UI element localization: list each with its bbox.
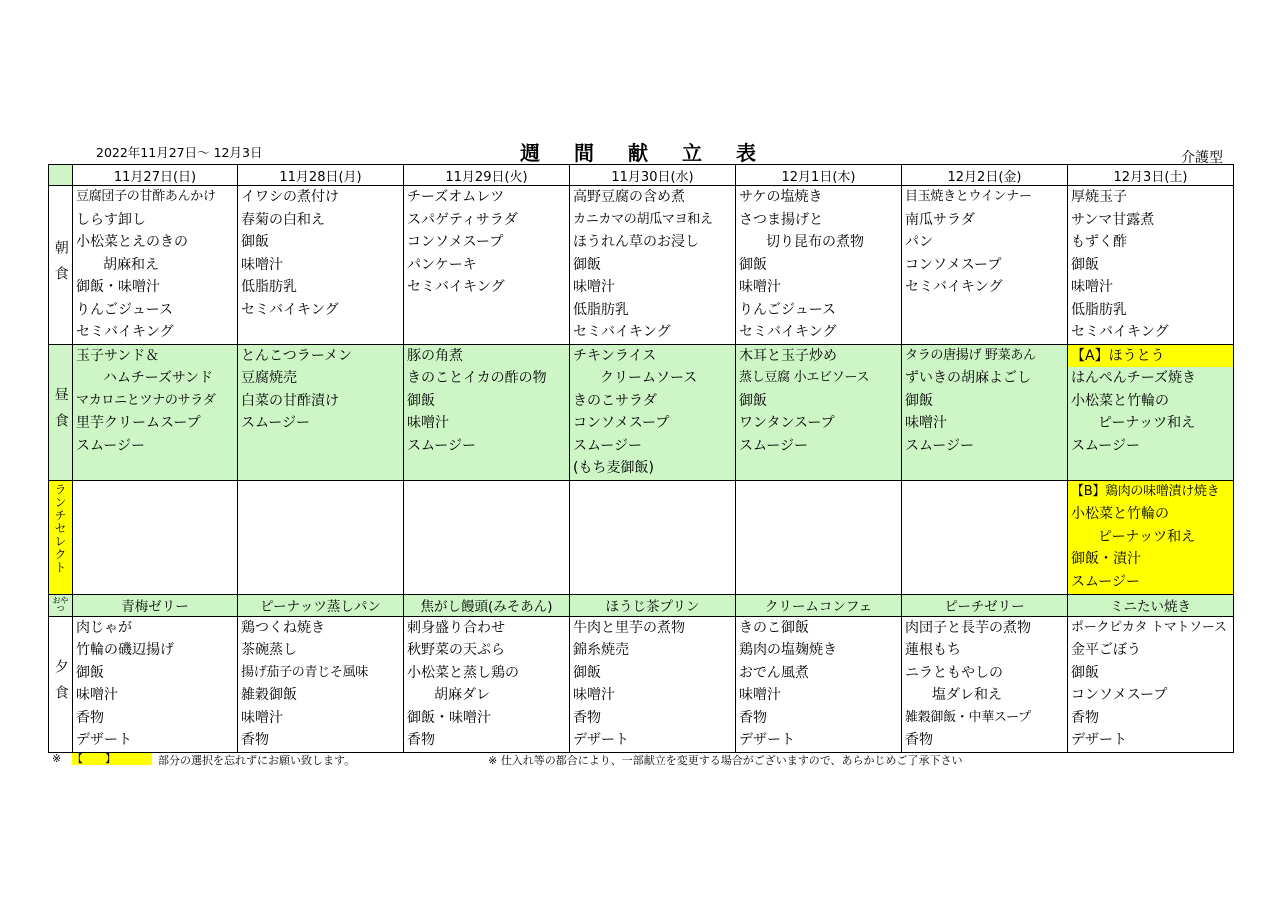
menu-item: 春菊の白和え [241, 211, 325, 228]
snack-cell: ミニたい焼き [1068, 594, 1234, 616]
menu-item: カニカマの胡瓜マヨ和え [573, 211, 713, 227]
snack-cell: クリームコンフェ [736, 594, 902, 616]
breakfast-cell [736, 186, 902, 345]
lunch-select-empty-cell [404, 480, 570, 594]
breakfast-cell [902, 186, 1068, 345]
corner-cell [49, 165, 73, 186]
menu-item: ピーナッツ和え [1098, 415, 1196, 431]
snack-cell: ほうじ茶プリン [570, 594, 736, 616]
menu-item: スムージー [905, 437, 975, 454]
menu-item: 小松菜と竹輪の [1071, 506, 1169, 522]
menu-item: 目玉焼きとウインナー [905, 189, 1032, 204]
menu-item: 御飯・味噌汁 [407, 709, 491, 726]
menu-item: 味噌汁 [241, 709, 283, 726]
menu-item: 香物 [573, 709, 601, 726]
menu-item: 味噌汁 [407, 415, 449, 431]
menu-item: 御飯 [573, 664, 601, 681]
menu-item: デザート [76, 732, 132, 748]
menu-item: 白菜の甘酢漬け [241, 392, 339, 409]
menu-item: 竹輪の磯辺揚げ [76, 642, 174, 658]
menu-item: 鶏肉の塩麹焼き [739, 642, 837, 658]
lunch-select-row [49, 480, 1234, 594]
menu-item [1068, 457, 1233, 480]
menu-item: 味噌汁 [739, 687, 781, 703]
lunch-select-label: ランチセレクト [49, 480, 73, 594]
menu-item: サンマ甘露煮 [1071, 211, 1155, 228]
menu-item: 御飯 [739, 392, 767, 409]
dinner-cell [570, 616, 736, 752]
lunch-select-empty-cell [570, 480, 736, 594]
snack-cell: 青梅ゼリー [73, 594, 238, 616]
lunch-select-empty-cell [73, 480, 238, 594]
menu-item: 御飯 [1071, 664, 1099, 681]
menu-item: 味噌汁 [241, 256, 283, 273]
menu-item [238, 321, 403, 344]
lunch-cell [238, 344, 404, 480]
menu-item: タラの唐揚げ 野菜あん [905, 347, 1036, 363]
selection-highlight-box: 【 】 [72, 753, 152, 765]
menu-item: 香物 [76, 709, 104, 726]
day-header: 11月28日(月) [238, 165, 404, 186]
menu-item: ハムチーズサンド [103, 370, 214, 386]
menu-item: 香物 [407, 732, 435, 748]
menu-item: 蓮根もち [905, 642, 961, 658]
menu-item: 豆腐団子の甘酢あんかけ [76, 189, 216, 204]
menu-item [902, 457, 1067, 480]
menu-item: 豚の角煮 [407, 347, 463, 364]
menu-item: スパゲティサラダ [407, 211, 518, 228]
menu-item: 錦糸焼売 [573, 642, 629, 658]
breakfast-cell [73, 186, 238, 345]
lunch-row [49, 344, 1234, 480]
menu-item: 味噌汁 [76, 687, 118, 703]
menu-item: 玉子サンド＆ [76, 347, 160, 364]
menu-item: マカロニとツナのサラダ [76, 392, 216, 408]
menu-item: 小松菜とえのきの [76, 234, 188, 250]
menu-item: スムージー [76, 437, 146, 454]
dinner-row [49, 616, 1234, 752]
menu-item: 御飯 [905, 392, 933, 409]
breakfast-cell [238, 186, 404, 345]
menu-item: スムージー [1071, 437, 1141, 454]
day-header: 11月27日(日) [73, 165, 238, 186]
menu-item: 御飯・味噌汁 [76, 279, 160, 295]
menu-item [404, 321, 569, 344]
menu-item: 低脂肪乳 [241, 279, 297, 295]
menu-item: 金平ごぼう [1071, 642, 1141, 658]
menu-item [73, 457, 237, 480]
day-header: 12月2日(金) [902, 165, 1068, 186]
menu-item: ほうれん草のお浸し [573, 234, 699, 250]
snack-label: おやつ [49, 594, 73, 616]
menu-item: 揚げ茄子の青じそ風味 [241, 664, 369, 680]
menu-item: 刺身盛り合わせ [407, 619, 505, 636]
menu-item: サケの塩焼き [739, 189, 823, 205]
breakfast-cell [570, 186, 736, 345]
menu-item: セミバイキング [573, 324, 671, 340]
menu-item: コンソメスープ [905, 256, 1002, 273]
lunch-select-empty-cell [736, 480, 902, 594]
dinner-cell [238, 616, 404, 752]
menu-item: 【B】鶏肉の味噌漬け焼き [1071, 483, 1220, 499]
lunch-label: 昼食 [49, 344, 73, 480]
menu-item [902, 299, 1067, 322]
menu-item: ニラともやしの [905, 664, 1003, 681]
menu-item: 里芋クリームスープ [76, 415, 201, 431]
menu-item [404, 457, 569, 480]
lunch-cell [73, 344, 238, 480]
snack-cell: ピーナッツ蒸しパン [238, 594, 404, 616]
menu-item: ずいきの胡麻よごし [905, 370, 1031, 386]
breakfast-row [49, 186, 1234, 345]
footnote-mark: ※ [52, 752, 62, 765]
menu-item: 低脂肪乳 [1071, 301, 1127, 318]
weekly-menu-table [48, 164, 1234, 753]
menu-item: 豆腐焼売 [241, 370, 297, 386]
menu-item: 小松菜と蒸し鶏の [407, 664, 519, 681]
menu-item: スムージー [241, 415, 311, 431]
menu-item: 南瓜サラダ [905, 211, 975, 228]
menu-item: もずく酢 [1071, 234, 1127, 250]
menu-item: スムージー [1071, 573, 1141, 590]
menu-item: りんごジュース [739, 301, 837, 318]
menu-item: 味噌汁 [905, 415, 947, 431]
menu-item: 御飯 [407, 392, 435, 409]
menu-item: 【A】ほうとう [1068, 345, 1233, 368]
menu-item: セミバイキング [1071, 324, 1169, 340]
menu-item: 蒸し豆腐 小エビソース [739, 370, 870, 385]
footnote-changes: ※ 仕入れ等の都合により、一部献立を変更する場合がございますので、あらかじめご了承下さい [488, 754, 963, 767]
lunch-select-cell [1068, 480, 1234, 594]
menu-item: さつま揚げと [739, 211, 823, 228]
menu-item: 御飯 [241, 234, 269, 250]
dinner-label: 夕食 [49, 616, 73, 752]
menu-item: きのこ御飯 [739, 619, 809, 636]
menu-item: 肉じゃが [76, 619, 132, 636]
menu-item: 味噌汁 [1071, 279, 1113, 295]
menu-item: ポークピカタ トマトソース [1071, 619, 1227, 635]
snack-cell: ピーチゼリー [902, 594, 1068, 616]
menu-item: おでん風煮 [739, 664, 809, 681]
menu-item: 胡麻ダレ [434, 687, 490, 703]
footnote-selection: 部分の選択を忘れずにお願い致します。 [158, 754, 356, 767]
menu-item: 香物 [905, 732, 933, 748]
menu-item: 香物 [241, 732, 269, 748]
menu-item: しらす卸し [76, 211, 146, 228]
dinner-cell [736, 616, 902, 752]
menu-item: 木耳と玉子炒め [739, 347, 837, 364]
menu-item: 味噌汁 [739, 279, 781, 295]
menu-item: 御飯 [76, 664, 104, 681]
menu-item: チキンライス [573, 347, 657, 364]
menu-item: セミバイキング [739, 324, 837, 340]
menu-item: 味噌汁 [573, 279, 615, 295]
menu-type-label: 介護型 [1181, 150, 1223, 166]
menu-item: セミバイキング [76, 324, 174, 340]
menu-item: 厚焼玉子 [1071, 189, 1127, 205]
menu-item: 御飯 [739, 256, 767, 273]
dinner-cell [902, 616, 1068, 752]
menu-item: デザート [1071, 732, 1127, 748]
menu-item: 肉団子と長芋の煮物 [905, 619, 1031, 636]
menu-item: パンケーキ [407, 256, 477, 273]
page-title: 週間献立表 [520, 141, 790, 165]
menu-item: 御飯 [573, 256, 601, 273]
menu-item [238, 457, 403, 480]
menu-item: イワシの煮付け [241, 189, 339, 205]
menu-item: 牛肉と里芋の煮物 [573, 619, 685, 636]
day-header: 12月3日(土) [1068, 165, 1234, 186]
menu-item: 香物 [1071, 709, 1099, 726]
lunch-cell [570, 344, 736, 480]
lunch-cell [404, 344, 570, 480]
lunch-select-empty-cell [238, 480, 404, 594]
lunch-cell [736, 344, 902, 480]
day-header: 11月30日(水) [570, 165, 736, 186]
breakfast-label: 朝食 [49, 186, 73, 345]
menu-item: セミバイキング [407, 279, 505, 295]
menu-item: りんごジュース [76, 301, 174, 318]
menu-item: 香物 [739, 709, 767, 726]
menu-item: とんこつラーメン [241, 347, 353, 364]
menu-item: 胡麻和え [103, 256, 159, 273]
menu-item: セミバイキング [241, 301, 339, 318]
menu-item [238, 435, 403, 458]
menu-item: 秋野菜の天ぷら [407, 642, 505, 658]
day-header: 11月29日(火) [404, 165, 570, 186]
menu-item: コンソメスープ [1071, 687, 1168, 703]
menu-item: 切り昆布の煮物 [766, 234, 864, 250]
menu-item: きのこサラダ [573, 392, 657, 409]
lunch-select-empty-cell [902, 480, 1068, 594]
menu-item: セミバイキング [905, 279, 1003, 295]
menu-item: スムージー [739, 437, 809, 454]
menu-item: 低脂肪乳 [573, 301, 629, 318]
dinner-cell [1068, 616, 1234, 752]
menu-item: スムージー [573, 437, 643, 454]
menu-item: 御飯 [1071, 256, 1099, 273]
day-header: 12月1日(木) [736, 165, 902, 186]
menu-item: 味噌汁 [573, 687, 615, 703]
menu-item: チーズオムレツ [407, 189, 505, 205]
menu-item: デザート [573, 732, 629, 748]
menu-item [404, 299, 569, 322]
menu-item [902, 321, 1067, 344]
snack-cell: 焦がし饅頭(みそあん) [404, 594, 570, 616]
lunch-cell [902, 344, 1068, 480]
menu-item: コンソメスープ [573, 415, 670, 431]
menu-item: はんぺんチーズ焼き [1071, 370, 1197, 386]
menu-item: 高野豆腐の含め煮 [573, 189, 685, 205]
menu-item: デザート [739, 732, 795, 748]
menu-item: 鶏つくね焼き [241, 619, 325, 636]
day-header-row [49, 165, 1234, 186]
menu-item: きのことイカの酢の物 [407, 370, 547, 386]
menu-item [736, 457, 901, 480]
menu-item: 塩ダレ和え [932, 687, 1002, 703]
date-range: 2022年11月27日～ 12月3日 [96, 145, 263, 160]
dinner-cell [404, 616, 570, 752]
breakfast-cell [1068, 186, 1234, 345]
menu-item: 小松菜と竹輪の [1071, 392, 1169, 409]
menu-item: 茶碗蒸し [241, 642, 297, 658]
menu-item: ピーナッツ和え [1098, 528, 1196, 545]
menu-item: コンソメスープ [407, 234, 504, 250]
menu-item: 雑穀御飯・中華スープ [905, 709, 1031, 725]
menu-item: スムージー [407, 437, 477, 454]
menu-item: 御飯・漬汁 [1071, 551, 1141, 567]
snack-row [49, 594, 1234, 616]
menu-item: パン [905, 234, 933, 250]
menu-item: 雑穀御飯 [241, 687, 297, 703]
menu-item: (もち麦御飯) [573, 460, 654, 476]
dinner-cell [73, 616, 238, 752]
menu-item: クリームソース [600, 370, 698, 386]
menu-item: ワンタンスープ [739, 415, 835, 431]
lunch-cell [1068, 344, 1234, 480]
breakfast-cell [404, 186, 570, 345]
